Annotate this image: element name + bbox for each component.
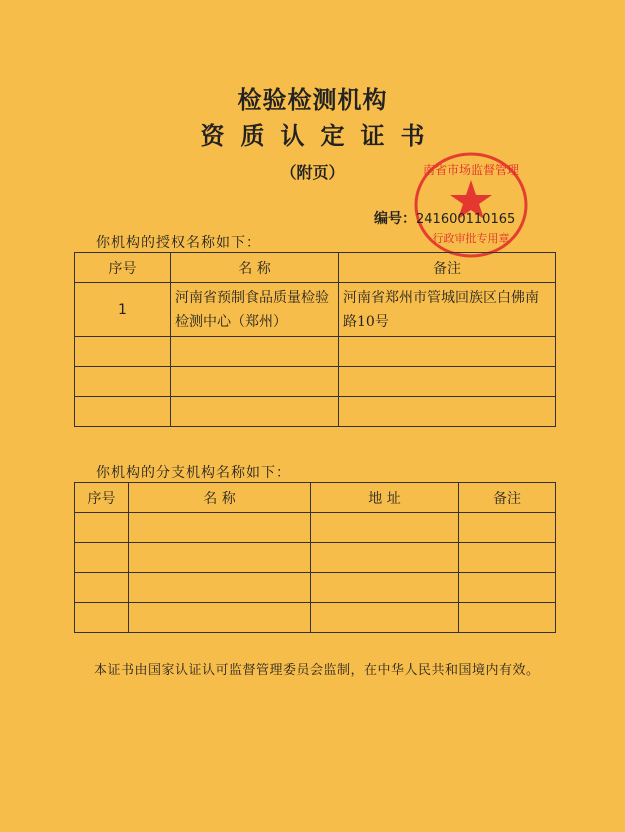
certificate-number: [374, 208, 515, 228]
authorized-names-table: [74, 252, 556, 427]
table-row-empty: [75, 397, 556, 427]
table-row-empty: [75, 543, 556, 573]
seal-top-text: 南省市场监督管理: [422, 163, 520, 177]
header-remark: 备注: [459, 483, 556, 513]
table-row-empty: [75, 367, 556, 397]
table-row: [75, 283, 556, 337]
header-index: 序号: [75, 253, 171, 283]
header-address: 地 址: [311, 483, 459, 513]
row-remark: 河南省郑州市管城回族区白佛南路10号: [339, 283, 556, 337]
table-row-empty: [75, 573, 556, 603]
header-name: 名 称: [171, 253, 339, 283]
row-index: 1: [75, 283, 171, 337]
header-index: 序号: [75, 483, 129, 513]
branches-table: [74, 482, 556, 633]
table-row-empty: [75, 603, 556, 633]
row-name: 河南省预制食品质量检验检测中心（郑州）: [171, 283, 339, 337]
table-header-row: [75, 253, 556, 283]
header-name: 名 称: [129, 483, 311, 513]
seal-bottom-text: 行政审批专用章: [432, 232, 510, 245]
header-remark: 备注: [339, 253, 556, 283]
footer-note: 本证书由国家认证认可监督管理委员会监制，在中华人民共和国境内有效。: [94, 663, 540, 678]
document-subtitle-main: 资质认定证书: [200, 122, 441, 150]
table-row-empty: [75, 513, 556, 543]
authorized-names-label: 你机构的授权名称如下：: [96, 235, 261, 251]
number-label: 编号：: [374, 211, 416, 227]
official-seal-stamp: [412, 150, 530, 260]
document-title: 检验检测机构: [237, 86, 388, 114]
appendix-label: （附页）: [280, 163, 345, 182]
table-row-empty: [75, 337, 556, 367]
table-header-row: [75, 483, 556, 513]
number-value: 241600110165: [416, 212, 516, 227]
branches-label: 你机构的分支机构名称如下：: [96, 465, 291, 481]
